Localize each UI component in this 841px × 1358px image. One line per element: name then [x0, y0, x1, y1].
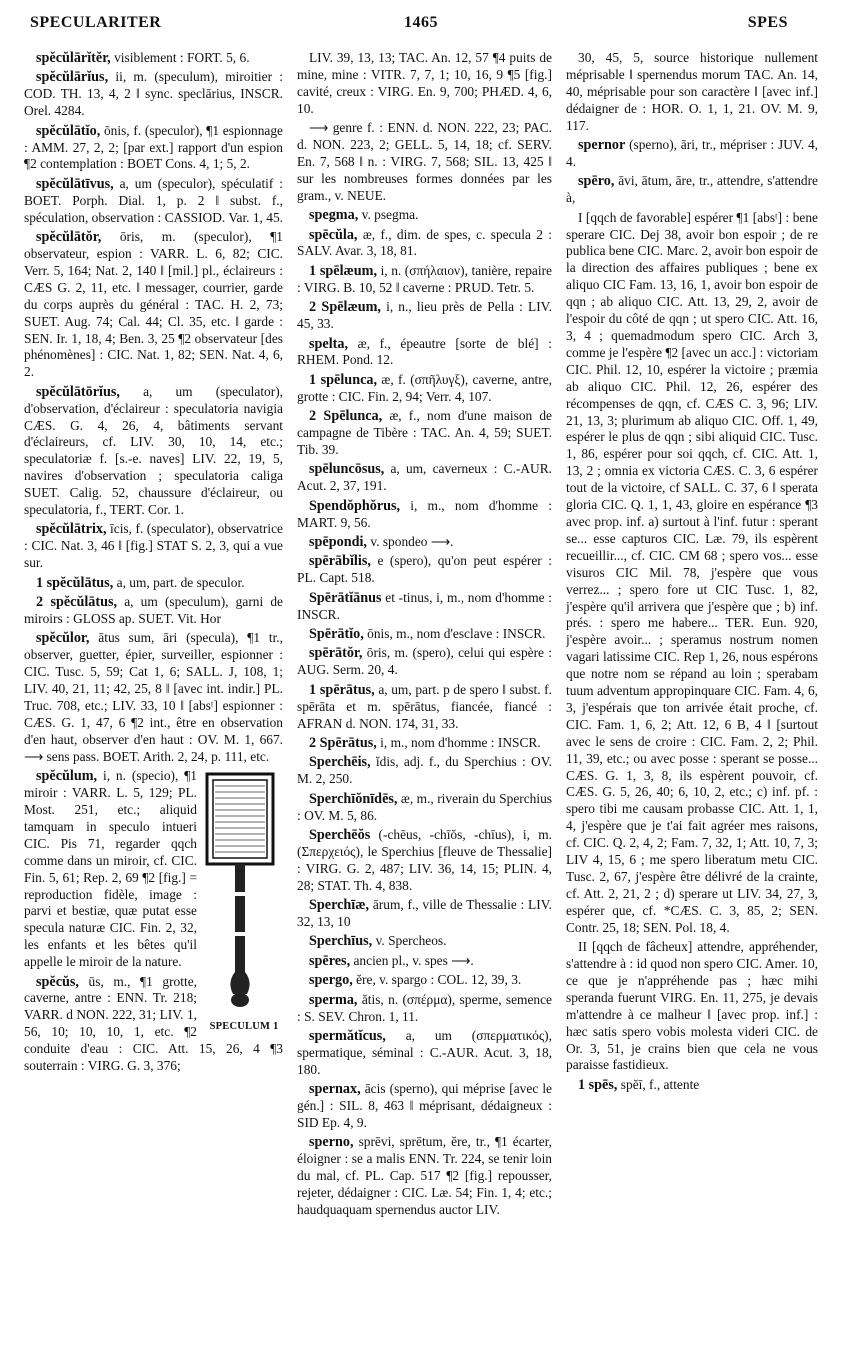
dictionary-entry	[566, 1077, 818, 1094]
entry-definition: i, m., nom d'homme : MART. 9, 56.	[297, 497, 552, 530]
entry-definition: a, um (σπερματικός), spermatique, séminal : C.-AUR. Acut. 3, 18, 180.	[297, 1027, 552, 1077]
entry-definition: ātus sum, āri (specula), ¶1 tr., observer, guetter, épier, surveiller, espionner : CIC. Tusc. 5, 59; Cat 1, 6; SALL. J, 108, 1; LIV. 40, 21, 11; 42, 25, 8 ‖ [avec int. indir.] PL. Truc. 708, etc.; LIV. 33, 10 ‖ [absᵗ] espionner : CÆS. G. 1, 47, 6 ¶2 int., être en observation d'en haut, observer d'en haut : OV. M. 1, 667. ⟶ sens pass. BOET. Arith. 2, 24, p. 111, etc.	[24, 630, 283, 764]
dictionary-entry	[297, 1081, 552, 1132]
dictionary-entry	[297, 590, 552, 624]
entry-definition: ĭdis, adj. f., du Sperchius : OV. M. 2, 250.	[297, 754, 552, 787]
entry-headword: spermătĭcus,	[309, 1027, 386, 1044]
dictionary-entry	[297, 992, 552, 1026]
dictionary-entry	[297, 263, 552, 297]
figure-caption: SPECULUM 1	[209, 1021, 279, 1033]
dictionary-entry	[297, 827, 552, 895]
entry-headword: spĕcŭlātīvus,	[36, 175, 114, 192]
entry-definition: visiblement : FORT. 5, 6.	[114, 50, 250, 65]
dictionary-entry	[297, 1134, 552, 1219]
entry-definition: æ, f., dim. de spes, c. specula 2 : SALV. Avar. 3, 18, 81.	[297, 226, 552, 259]
entry-headword: spēpondi,	[309, 533, 367, 550]
entry-definition: æ, f., épeautre [sorte de blé] : RHEM. Pond. 12.	[297, 335, 552, 368]
entry-definition: a, um, part. p de spero ‖ subst. f. spērāta et m. spērātus, fiancée, fiancé : AFRAN d. NON. 174, 31, 33.	[297, 681, 552, 731]
dictionary-entry	[24, 176, 283, 227]
entry-headword: spĕcŭlor,	[36, 630, 90, 647]
dictionary-entry	[297, 933, 552, 950]
column-middle	[297, 50, 552, 1350]
entry-definition: (-chēus, -chīŏs, -chīus), i, m. (Σπερχειός), le Sperchius [fleuve de Thessalie] : VIRG. G. 2, 487; LIV. 36, 14, 15; PLIN. 4, 28; STAT. Th. 4, 838.	[297, 826, 552, 893]
entry-headword: Sperchīŏnīdēs,	[309, 790, 398, 807]
entry-definition: v. spondeo ⟶.	[370, 533, 454, 549]
entry-headword: 1 spērātus,	[309, 681, 375, 698]
entry-definition: æ, m., riverain du Sperchius : OV. M. 5, 86.	[297, 790, 552, 823]
entry-headword: spergo,	[309, 972, 353, 989]
entry-headword: sperno,	[309, 1134, 354, 1151]
entry-definition: sprēvi, sprētum, ĕre, tr., ¶1 écarter, éloigner : se a malis ENN. Tr. 224, se tenir loin du mal, cf. PL. Cap. 517 ¶2 [fig.] repousser, rejeter, dédaigner : CIC. Læ. 54; Fin. 1, 4; etc.; haudquaquam spernendus auctor LIV.	[297, 1134, 552, 1217]
dictionary-entry	[566, 210, 818, 937]
dictionary-entry	[297, 626, 552, 643]
dictionary-entry	[566, 173, 818, 207]
entry-headword: sperma,	[309, 991, 358, 1008]
entry-definition: et -tinus, i, m., nom d'homme : INSCR.	[297, 589, 552, 622]
entry-headword: 2 Spērātus,	[309, 734, 377, 751]
dictionary-entry	[297, 553, 552, 587]
dictionary-entry	[297, 682, 552, 733]
entry-definition: æ, f. (σπῆλυγξ), caverne, antre, grotte : CIC. Fin. 2, 94; Verr. 4, 107.	[297, 371, 552, 404]
entry-definition: i, n. (specio), ¶1 miroir : VARR. L. 5, 129; PL. Most. 251, etc.; aliquid tamquam in speculo intueri CIC. Pis 71, regarder qqch comme dans un miroir, cf. CIC. Fin. 5, 61; Rep. 2, 69 ¶2 [fig.] = reproduction fidèle, image : parvi et bestiæ, quæ putat esse specula naturæ CIC. Fin. 2, 32, les enfants et les bêtes qu'il appelle le miroir de la nature.	[24, 768, 197, 970]
entry-definition: (sperno), āri, tr., mépriser : JUV. 4, 4.	[566, 137, 818, 169]
dictionary-entry	[24, 50, 283, 67]
column-left	[24, 50, 283, 1350]
entry-headword: spĕcŭs,	[36, 973, 79, 990]
entry-definition: spĕī, f., attente	[620, 1076, 700, 1092]
dictionary-entry	[566, 137, 818, 171]
entry-definition: a, um (speculator), d'observation, d'éclaireur : speculatoria navigia CÆS. G. 4, 26, 4, bâtiments servant d'éclaireurs, cf. LIV. 30, 10, 14, etc.; speculatoriæ f. [s.-e. naves] LIV. 22, 19, 5, navires d'observation ; speculatoria caliga SUET. Calig. 52, chaussure d'éclaireur, ou speculatoria, f., TERT. Cor. 1.	[24, 383, 283, 518]
entry-definition: LIV. 39, 13, 13; TAC. An. 12, 57 ¶4 puits de mine, mine : VITR. 7, 7, 1; 10, 16, 9 ¶5 [fig.] cavité, creux : VIRG. En. 9, 700; PHÆD. 4, 6, 10.	[297, 50, 552, 116]
entry-definition: i, n. (σπήλαιον), tanière, repaire : VIRG. B. 10, 52 ‖ caverne : PRUD. Tetr. 5.	[297, 262, 552, 295]
entry-headword: spĕcŭlātĭo,	[36, 122, 101, 139]
entry-headword: spernor	[578, 137, 626, 154]
dictionary-entry	[24, 123, 283, 174]
running-head-left: SPECULARITER	[30, 14, 162, 31]
entry-headword: 2 spĕcŭlātus,	[36, 594, 118, 611]
entry-definition: a, um, part. de speculor.	[116, 574, 245, 590]
dictionary-entry	[297, 227, 552, 261]
entry-definition: ūs, m., ¶1 grotte, caverne, antre : ENN. Tr. 218; VARR. d NON. 222, 31; LIV. 1, 56, 10; 10, 10, 1, etc. ¶2 conduite d'eau : CIC. Att. 15, 26, 4 ¶3 souterrain : VIRG. G. 3, 376;	[24, 973, 283, 1074]
entry-headword: Sperchēis,	[309, 754, 371, 771]
entry-headword: 1 spēlunca,	[309, 371, 378, 388]
entry-headword: spĕcŭlārĭus,	[36, 69, 109, 86]
running-head-right: SPES	[747, 14, 788, 31]
page-header	[26, 14, 816, 42]
column-right	[566, 50, 818, 1350]
entry-definition: v. psegma.	[361, 207, 419, 223]
dictionary-entry	[24, 521, 283, 572]
dictionary-entry	[24, 630, 283, 765]
entry-headword: spērātŏr,	[309, 645, 363, 662]
dictionary-entry	[24, 575, 283, 592]
entry-definition: e (spero), qu'on peut espérer : PL. Capt. 518.	[297, 553, 552, 586]
dictionary-entry	[297, 754, 552, 788]
entry-headword: Spērātĭo,	[309, 626, 364, 642]
entry-definition: īcis, f. (speculator), observatrice : CIC. Nat. 3, 46 ‖ [fig.] STAT S. 2, 3, qui a vue sur.	[24, 521, 283, 571]
entry-headword: spēcŭla,	[309, 226, 358, 243]
entry-headword: 2 Spēlunca,	[309, 408, 383, 425]
entry-definition: 30, 45, 5, source historique nullement méprisable ‖ spernendus morum TAC. An. 14, 40, méprisable pour son caractère ‖ [avec inf.] dédaigner de : HOR. O. 1, 1, 21. OV. M. 9, 117.	[566, 50, 818, 133]
entry-headword: Spendŏphŏrus,	[309, 497, 401, 514]
entry-headword: spēres,	[309, 952, 351, 969]
entry-headword: spĕcŭlātōrĭus,	[36, 383, 120, 400]
dictionary-entry	[297, 50, 552, 118]
entry-headword: spēluncōsus,	[309, 461, 385, 478]
dictionary-entry	[24, 229, 283, 381]
entry-headword: spērābĭlis,	[309, 553, 371, 570]
entry-headword: 1 spēlæum,	[309, 262, 378, 279]
entry-headword: spelta,	[309, 335, 349, 352]
entry-definition: ătis, n. (σπέρμα), sperme, semence : S. SEV. Chron. 1, 11.	[297, 991, 552, 1024]
entry-definition: ii, m. (speculum), miroitier : COD. TH. 13, 4, 2 ‖ sync. speclārius, INSCR. Orel. 4284.	[24, 69, 283, 119]
dictionary-entry	[24, 384, 283, 519]
entry-definition: ancien pl., v. spes ⟶.	[353, 952, 474, 968]
entry-headword: spegma,	[309, 207, 359, 224]
entry-headword: spĕcŭlum,	[36, 768, 98, 785]
entry-headword: spernax,	[309, 1081, 361, 1098]
entry-headword: spēro,	[578, 173, 615, 190]
dictionary-entry	[297, 498, 552, 532]
dictionary-entry	[24, 69, 283, 120]
mirror-illustration	[205, 772, 275, 1012]
dictionary-entry	[297, 791, 552, 825]
entry-definition: ārum, f., ville de Thessalie : LIV. 32, 13, 10	[297, 897, 552, 929]
dictionary-entry	[297, 207, 552, 224]
entry-definition: ācis (sperno), qui méprise [avec le gén.] : SIL. 8, 463 ‖ méprisant, dédaigneux : SID Ep. 4, 9.	[297, 1081, 552, 1130]
entry-headword: spĕcŭlārĭtĕr,	[36, 50, 111, 66]
dictionary-entry	[297, 299, 552, 333]
entry-definition: āvi, ātum, āre, tr., attendre, s'attendre à,	[566, 173, 818, 206]
entry-definition: ōris, m. (speculor), ¶1 observateur, espion : VARR. L. 6, 82; CIC. Verr. 5, 164; Nat. 2, 140 ‖ [mil.] pl., éclaireurs : CÆS G. 2, 11, etc. ‖ messager, courrier, garde du corps auprès du général : TAC. H. 2, 73; SUET. Aug. 74; Cal. 44; Cl. 35, etc. ‖ garde : SEN. Ir. 1, 18, 4; Ben. 3, 25 ¶2 observateur [des phénomènes] : CIC. Nat. 1, 82; SEN. Nat. 4, 6, 2.	[24, 229, 283, 380]
entry-headword: spĕcŭlātŏr,	[36, 229, 102, 246]
entry-definition: ⟶ genre f. : ENN. d. NON. 222, 23; PAC. d. NON. 223, 2; GELL. 5, 14, 18; cf. SERV. En. 7, 568 ‖ n. : VIRG. 7, 568; SIL. 13, 425 ‖ sur les nombreuses formes données par les gram., v. NEUE.	[297, 120, 552, 203]
dictionary-entry	[24, 594, 283, 628]
entry-headword: Spērātĭānus	[309, 589, 382, 606]
dictionary-entry	[297, 1028, 552, 1079]
entry-headword: 2 Spēlæum,	[309, 299, 381, 316]
entry-definition: a, um, caverneux : C.-AUR. Acut. 2, 37, 191.	[297, 461, 552, 494]
dictionary-entry	[297, 953, 552, 970]
entry-headword: Sperchēŏs	[309, 826, 371, 843]
entry-definition: a, um (speculum), garni de miroirs : GLOSS ap. SUET. Vit. Hor	[24, 594, 283, 626]
entry-headword: spĕcŭlātrix,	[36, 521, 107, 538]
entry-headword: Sperchīæ,	[309, 897, 370, 914]
entry-headword: 1 spēs,	[578, 1076, 618, 1093]
dictionary-entry	[297, 408, 552, 459]
entry-definition: ōnis, m., nom d'esclave : INSCR.	[367, 626, 546, 641]
dictionary-entry	[297, 372, 552, 406]
dictionary-entry	[297, 735, 552, 752]
dictionary-entry	[566, 939, 818, 1074]
entry-headword: 1 spĕcŭlātus,	[36, 574, 114, 591]
dictionary-entry	[297, 645, 552, 679]
dictionary-entry	[297, 534, 552, 551]
entry-headword: Sperchīus,	[309, 933, 373, 950]
entry-definition: v. Spercheos.	[375, 933, 447, 949]
entry-definition: ōnis, f. (speculor), ¶1 espionnage : AMM. 27, 2, 2; [par ext.] rapport d'un espion ¶2 contemplation : BOET Cons. 4, 1; 5, 2.	[24, 122, 283, 172]
dictionary-entry	[297, 120, 552, 205]
entry-definition: ōris, m. (spero), celui qui espère : AUG. Serm. 20, 4.	[297, 645, 552, 678]
dictionary-entry	[297, 336, 552, 370]
speculum-illustration	[205, 772, 283, 1036]
dictionary-entry	[297, 972, 552, 989]
entry-definition: æ, f., nom d'une maison de campagne de Tibère : TAC. An. 4, 59; SUET. Tib. 39.	[297, 408, 552, 457]
entry-definition: a, um (speculor), spéculatif : BOET. Porph. Dial. 1, p. 2 ‖ subst. f., spéculation, observation : CASSIOD. Var. 1, 45.	[24, 175, 283, 225]
dictionary-entry	[297, 897, 552, 931]
entry-definition: I [qqch de favorable] espérer ¶1 [absᵗ] : bene sperare CIC. Dej 38, avoir bon espoir ; de re publica bene CIC. Marc. 2, avoir bon espoir de la direction des affaires publiques ; bene ex aliquo CIC Fam. 13, 16, 1, avoir bon espoir de qqn ; ab aliquo CIC. Att. 13, 29, 2, avoir de l'espoir du côté de qqn ; ut spero CIC. Att. 16, 3, 4 ; quemadmodum spero CIC. Arch 3, comme je l'espère ¶2 [avec un acc.] : victoriam CIC. Phil. 12, 10, espérer la victoire ; præmia ab aliquo CIC. Phil. 12, 26, espérer des récompenses de qqn, cf. CÆS C. 3, 96; LIV. 21, 13, 3; plurimum ab aliquo CIC. Off. 1, 49, espérer le plus de qqn ; sibi aliquid CIC. Tusc. 1, 86, espérer pour soi qqch, cf. CIC. Att. 1, 13, 2 ; omnia ex victoria CÆS. C. 3, 6 espérer tout de la victoire, cf SALL. C. 37, 6 ‖ sperata gloria CIC. Q. 1, 1, 43, gloire en espérance ¶3 avec prop. inf. a) surtout à l'inf. futur : sperant se... esse capturos CIC. Læ. 79, ils espèrent recueillir..., cf. CIC. CM 68 ; spero vos... esse visuros CIC Mil. 78, j'espère que vous verrez... ; spero fore ut CIC Tusc. 1, 82, j'espère qu'il arrivera que j'espère que ; b) inf. prés. : spero me habere... TER. Eun. 920, j'espère avoir... ; speramus nostrum nomen vagari latissime CIC. Rep 1, 26, nous espérons que notre nom se répand au loin ; sperabam tuum adventum appropinquare CIC. Fam. 4, 6, 3, j'espérais que ton arrivée était proche, cf. CIC. Fam. 1, 6, 2; Att. 12, 6 B, 4 ‖ [surtout avec le sens de croire : CIC. Fam. 2, 2; Phil. 11, 39, etc.; ou avec posse : sperant se posse... CÆS. G. 1, 3, 8, ils espèrent pouvoir, cf. CÆS. G. 5, 26, 40; 6, 10, 2, etc.; c) inf. pf. : spero tibi me causam probasse CIC. Att. 1, 1, 4, j'espère que je t'ai fait agréer mes raisons, cf. CIC. Q. 2, 4, 2; Fam. 7, 32, 1; Att. 10, 7, 3; LIV 4, 15, 6 ; me spero liberatum metu CIC. Tusc. 2, 67, j'espère être délivré de la crainte, cf. Att. 2, 21, 2 ; d) sperare ut LIV. 34, 27, 3, espérer que, cf. *CÆS. C. 3, 85, 2; SEN. Contr. 25, 18; SEN. Pol. 18, 4.	[566, 209, 818, 935]
dictionary-entry	[297, 461, 552, 495]
entry-definition: II [qqch de fâcheux] attendre, appréhender, s'attendre à : id quod non spero CIC. Amer. 10, ce que je n'appréhende pas ; hæc mihi speranda fuerunt VIRG. En. 11, 275, je devais m'attendre à ce malheur ‖ [avec prop. inf.] : hæc satis spero vobis molesta videri CIC. de Or. 3, 51, je crains bien que cela ne vous paraisse fastidieux.	[566, 939, 818, 1073]
entry-definition: i, m., nom d'homme : INSCR.	[380, 734, 541, 750]
page-number: 1465	[404, 14, 438, 31]
entry-definition: ĕre, v. spargo : COL. 12, 39, 3.	[356, 972, 522, 988]
dictionary-entry	[566, 50, 818, 135]
entry-definition: i, n., lieu près de Pella : LIV. 45, 33.	[297, 299, 552, 332]
